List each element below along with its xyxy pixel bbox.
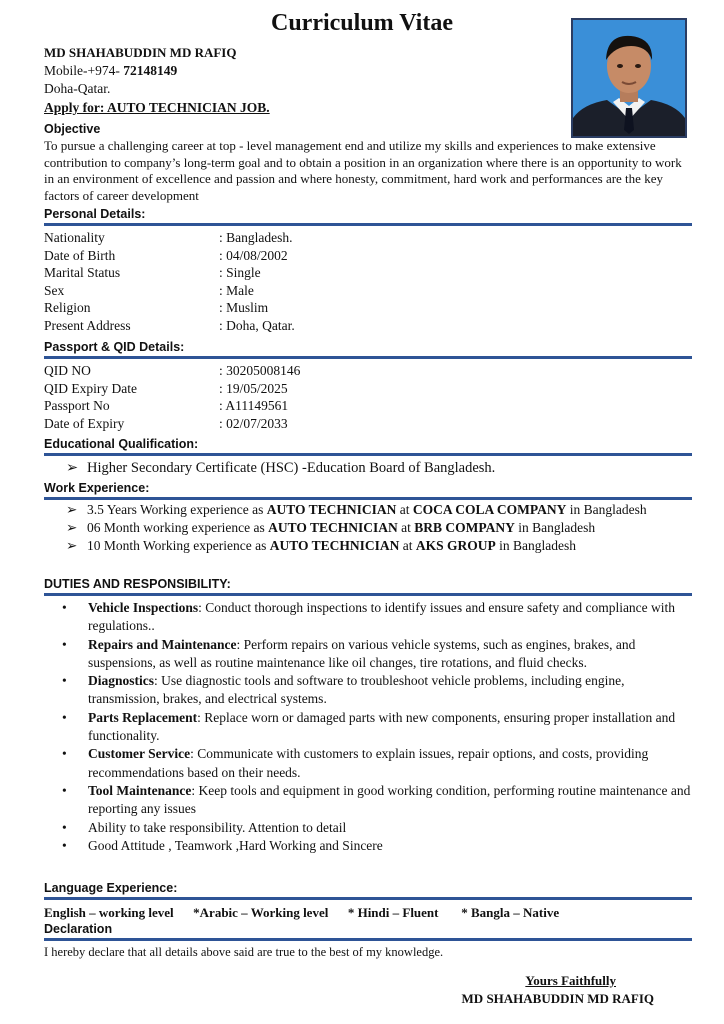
arrow-bullet-icon: ➢	[66, 520, 78, 535]
list-item	[62, 782, 692, 819]
section-divider	[44, 223, 692, 226]
bullet-icon: •	[62, 837, 67, 853]
field-value: : A11149561	[219, 398, 289, 413]
duty-text: : Conduct thorough inspections to identify issues and ensure safety and compliance with regulations..	[88, 600, 676, 634]
text: in Bangladesh	[495, 538, 577, 553]
section-divider	[44, 356, 692, 359]
mobile-prefix: Mobile-+974-	[44, 63, 124, 78]
field-label: Marital Status	[44, 265, 121, 280]
list-item	[62, 819, 692, 837]
field-label: QID Expiry Date	[44, 380, 137, 396]
text: at	[397, 520, 415, 535]
text: 06 Month working experience as	[87, 520, 269, 535]
text: in Bangladesh	[566, 502, 647, 517]
text: in Bangladesh	[514, 520, 596, 535]
mobile-line	[44, 62, 544, 80]
field-value: : Male	[219, 282, 254, 298]
list-item	[66, 459, 694, 477]
bullet-icon: •	[62, 746, 67, 762]
declaration-text: I hereby declare that all details above said are true to the best of my knowledge.	[44, 945, 444, 959]
work-experience-list	[66, 501, 694, 555]
company-name: AKS GROUP	[415, 538, 496, 553]
arrow-bullet-icon: ➢	[66, 502, 78, 517]
section-divider	[44, 938, 692, 941]
location-line: Doha-Qatar.	[44, 81, 111, 96]
job-title: AUTO TECHNICIAN	[268, 520, 398, 535]
bullet-icon: •	[62, 600, 67, 615]
objective-heading: Objective	[44, 122, 101, 136]
list-item	[62, 709, 692, 746]
duty-title: Diagnostics	[88, 673, 155, 689]
field-label: Sex	[44, 282, 65, 298]
field-value: : Bangladesh.	[219, 230, 293, 245]
list-item	[62, 599, 692, 636]
list-item	[62, 636, 692, 673]
passport-row	[44, 362, 644, 380]
field-label: Nationality	[44, 230, 105, 245]
personal-row	[44, 264, 644, 282]
company-name: COCA COLA COMPANY	[412, 502, 567, 517]
personal-row	[44, 247, 644, 265]
passport-qid-heading: Passport & QID Details:	[44, 340, 185, 354]
language-line: English – working level *Arabic – Working level * Hindi – Fluent * Bangla – Native	[44, 905, 560, 920]
duty-title: Tool Maintenance	[88, 782, 192, 798]
passport-row	[44, 380, 644, 398]
field-value: : Doha, Qatar.	[219, 317, 295, 333]
duty-text: : Keep tools and equipment in good working condition, performing routine maintenance and reporting any issues	[88, 782, 691, 817]
list-item	[62, 837, 692, 855]
field-label: QID NO	[44, 363, 91, 378]
field-label: Present Address	[44, 317, 131, 333]
personal-row	[44, 229, 644, 247]
field-label: Passport No	[44, 398, 110, 413]
section-divider	[44, 897, 692, 900]
passport-row	[44, 397, 644, 415]
bullet-icon: •	[62, 636, 67, 652]
applicant-name: MD SHAHABUDDIN MD RAFIQ	[44, 45, 237, 60]
duty-text: : Use diagnostic tools and software to troubleshoot vehicle problems, including engine, transmission, brakes, and electrical systems.	[88, 673, 625, 707]
language-heading: Language Experience:	[44, 881, 178, 895]
passport-row	[44, 415, 644, 433]
field-value: : 02/07/2033	[219, 415, 288, 431]
personal-row	[44, 282, 644, 300]
duty-text: Ability to take responsibility. Attention to detail	[88, 819, 347, 835]
mobile-number: 72148149	[123, 63, 178, 78]
personal-details-heading: Personal Details:	[44, 207, 146, 221]
arrow-bullet-icon: ➢	[66, 460, 79, 476]
section-divider	[44, 453, 692, 456]
section-divider	[44, 593, 692, 596]
list-item	[62, 672, 692, 709]
apply-for-line: Apply for: AUTO TECHNICIAN JOB.	[44, 100, 270, 115]
job-title: AUTO TECHNICIAN	[266, 502, 397, 517]
bullet-icon: •	[62, 673, 67, 689]
duty-title: Parts Replacement	[88, 709, 198, 725]
personal-details-table	[44, 229, 644, 334]
person-portrait-icon	[573, 20, 685, 136]
list-item	[62, 745, 692, 782]
company-name: BRB COMPANY	[414, 520, 515, 535]
field-value: : 19/05/2025	[219, 380, 288, 396]
duties-heading: DUTIES AND RESPONSIBILITY:	[44, 577, 231, 591]
duty-text: : Replace worn or damaged parts with new components, ensuring proper installation and functionality.	[88, 709, 676, 744]
text: 3.5 Years Working experience as	[87, 502, 267, 517]
duty-title: Vehicle Inspections	[88, 600, 199, 615]
work-experience-heading: Work Experience:	[44, 481, 150, 495]
contact-block	[44, 44, 544, 118]
objective-text: To pursue a challenging career at top - level management end and utilize my skills and experiences to make extensive contribution to company’s long-term goal and to obtain a position in an organization where there is an opportunity to work in an environment of excellence and passion and where honesty, commitment, hard work and performances are the key factors of career development	[44, 138, 682, 203]
passport-details-table	[44, 362, 644, 432]
bullet-icon: •	[62, 782, 67, 798]
text: 10 Month Working experience as	[87, 538, 270, 553]
bullet-icon: •	[62, 709, 67, 725]
list-item	[66, 519, 694, 537]
signature-name: MD SHAHABUDDIN MD RAFIQ	[461, 991, 654, 1006]
duty-title: Repairs and Maintenance	[88, 636, 237, 652]
education-list	[66, 459, 694, 477]
field-value: : Muslim	[219, 300, 269, 315]
personal-row	[44, 317, 644, 335]
education-entry: Higher Secondary Certificate (HSC) -Education Board of Bangladesh.	[87, 460, 496, 476]
duty-text: : Perform repairs on various vehicle systems, such as engines, brakes, and suspensions, as well as routine maintenance like oil changes, tire rotations, and fluid checks.	[88, 636, 636, 670]
field-value: : Single	[219, 265, 261, 280]
field-value: : 30205008146	[219, 363, 301, 378]
text: at	[396, 502, 413, 517]
field-value: : 04/08/2002	[219, 247, 288, 263]
duty-text: Good Attitude , Teamwork ,Hard Working and Sincere	[88, 837, 383, 853]
field-label: Date of Birth	[44, 247, 116, 263]
declaration-heading: Declaration	[44, 922, 113, 936]
field-label: Religion	[44, 300, 91, 315]
duty-title: Customer Service	[88, 746, 191, 762]
duty-text: : Communicate with customers to explain issues, repair options, and costs, providing recommendations based on their needs.	[88, 746, 649, 780]
duties-list	[62, 599, 692, 855]
bullet-icon: •	[62, 819, 67, 835]
section-divider	[44, 497, 692, 500]
document-title: Curriculum Vitae	[271, 10, 453, 36]
closing-line: Yours Faithfully	[525, 973, 616, 988]
list-item	[66, 501, 694, 519]
education-heading: Educational Qualification:	[44, 437, 199, 451]
job-title: AUTO TECHNICIAN	[269, 538, 400, 553]
text: at	[399, 538, 416, 553]
personal-row	[44, 299, 644, 317]
field-label: Date of Expiry	[44, 415, 125, 431]
profile-photo	[571, 18, 687, 138]
list-item	[66, 537, 694, 555]
arrow-bullet-icon: ➢	[66, 538, 78, 553]
